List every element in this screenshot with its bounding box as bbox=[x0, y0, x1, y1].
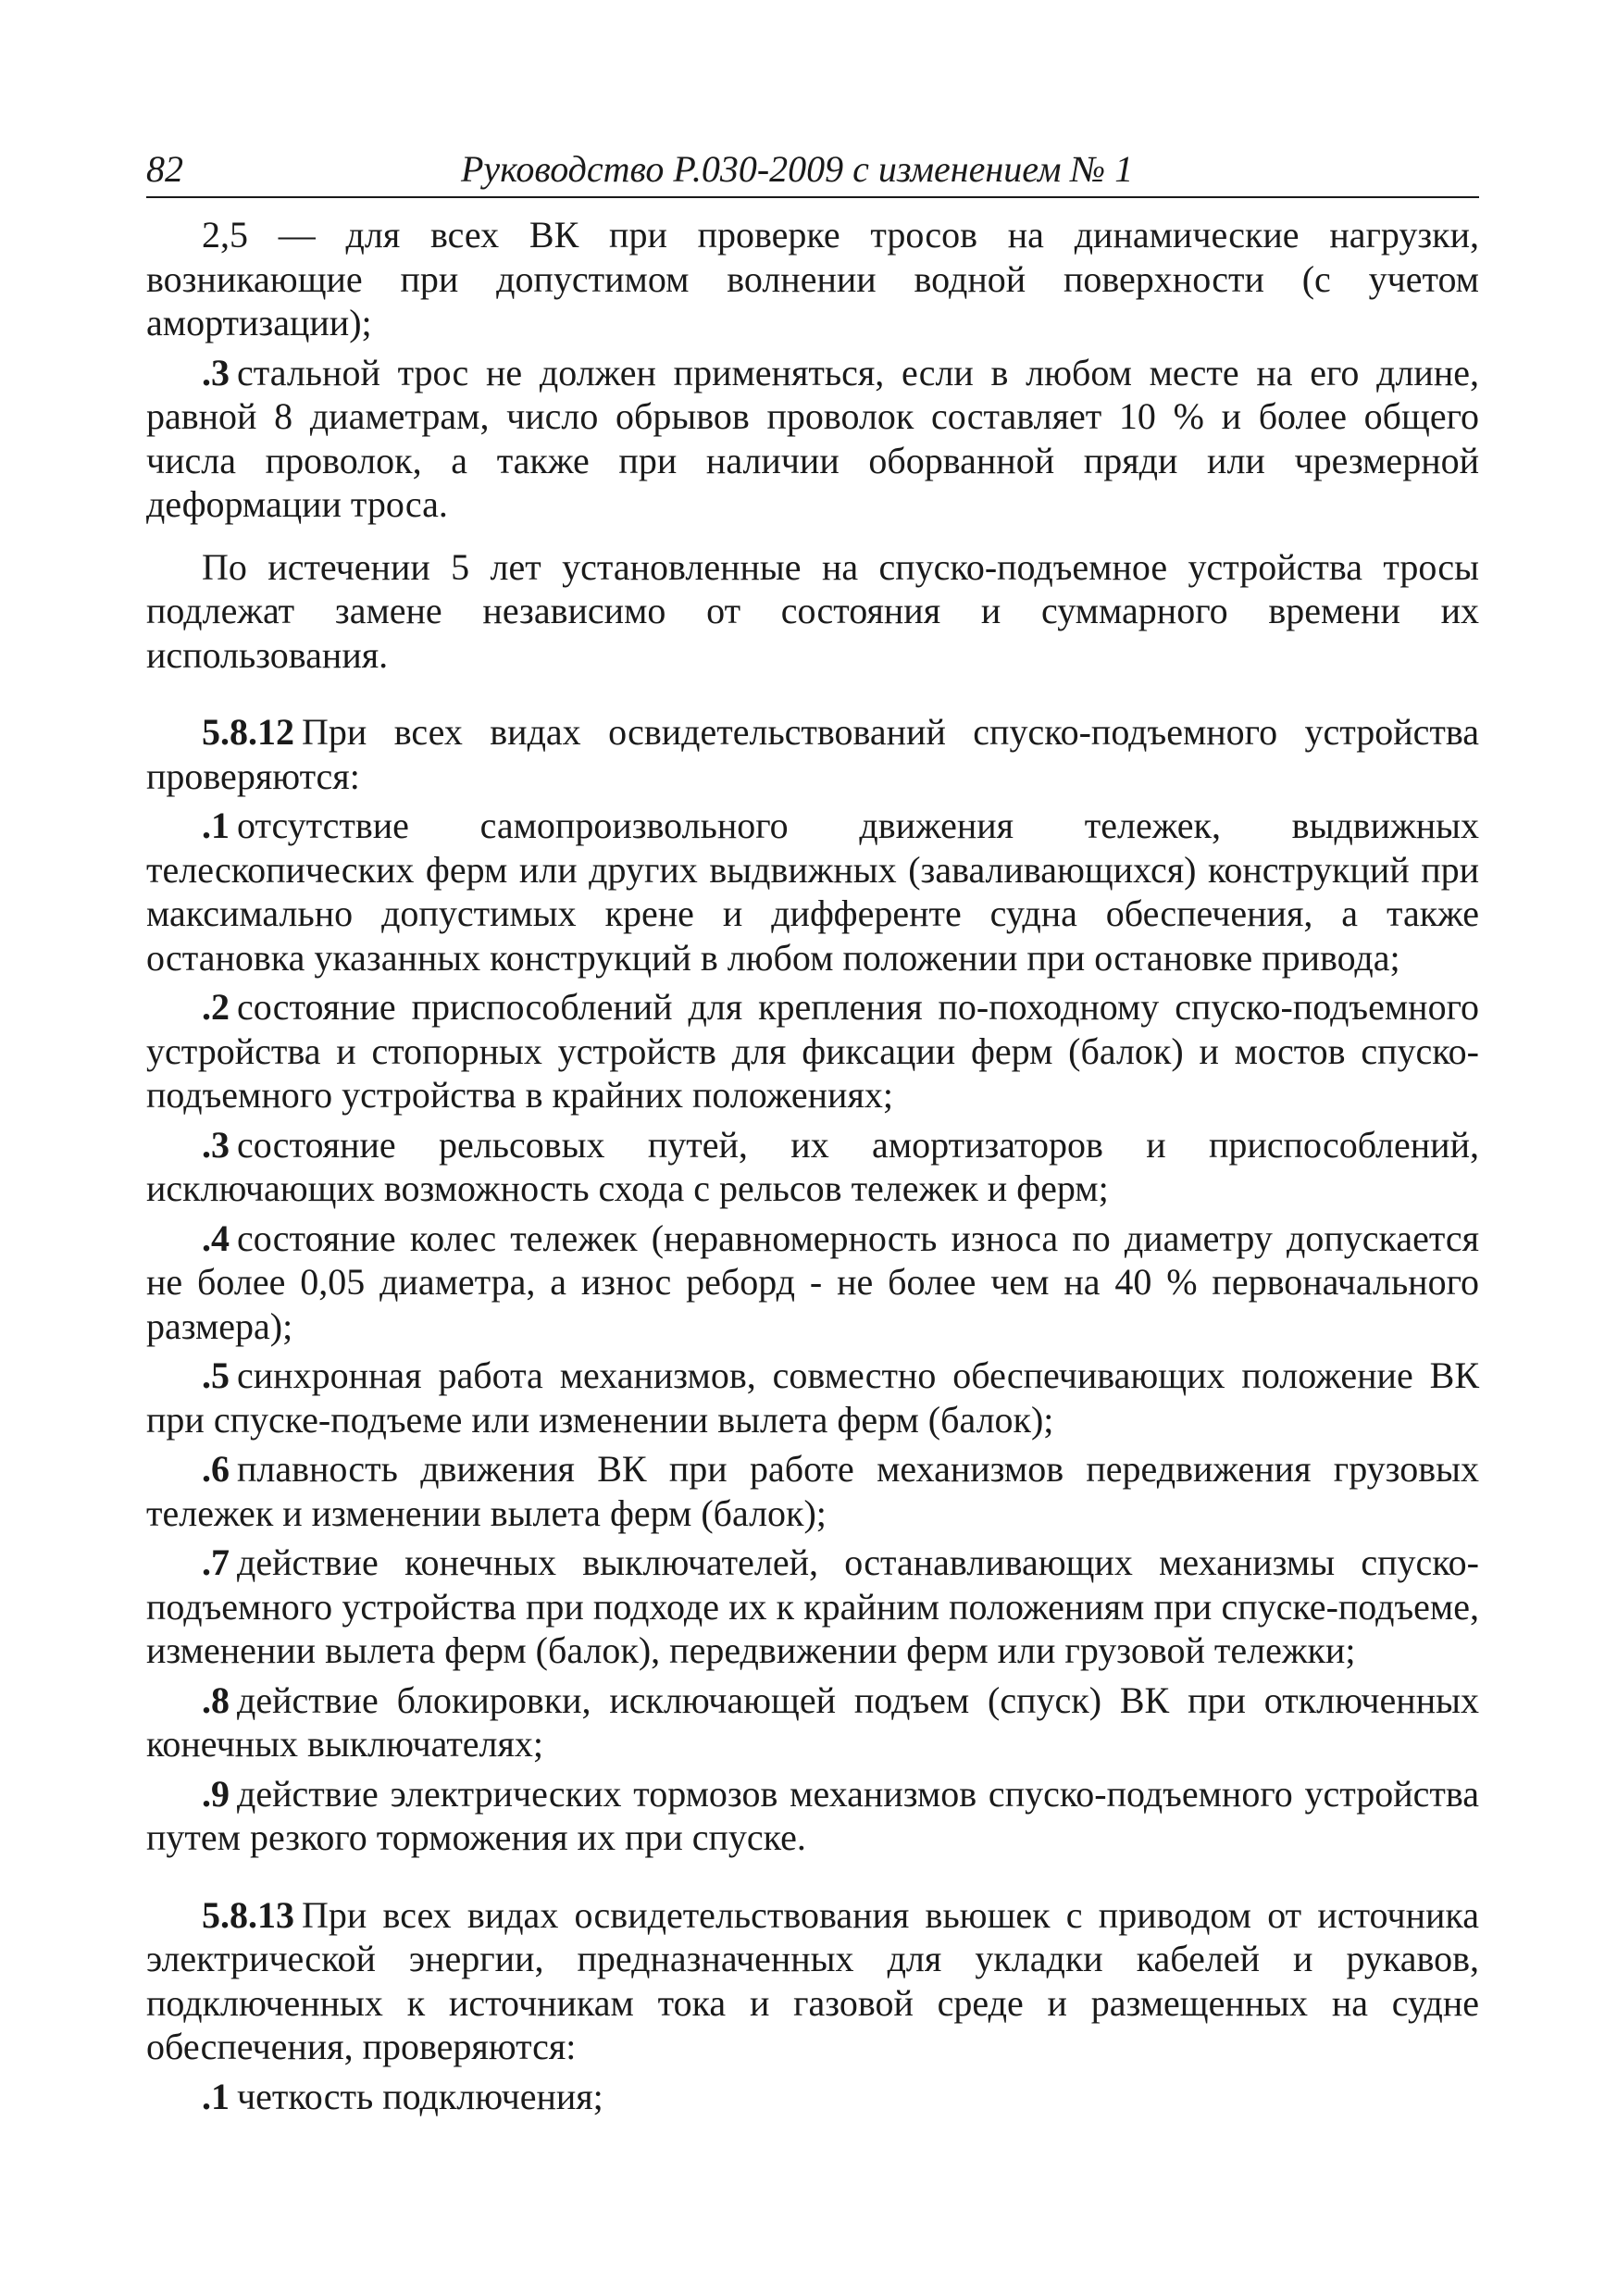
document-page bbox=[146, 148, 1479, 2118]
item-text: действие электрических тормозов механизмов спуско-подъемного устройства путем резкого торможения их при спуске. bbox=[146, 1772, 1479, 1858]
section-number: 5.8.12 bbox=[202, 711, 294, 753]
item-text: плавность движения ВК при работе механизмов передвижения грузовых тележек и изменении вылета ферм (балок); bbox=[146, 1448, 1479, 1534]
item-number: .6 bbox=[202, 1448, 230, 1490]
list-item bbox=[146, 985, 1479, 1117]
page-header bbox=[146, 148, 1479, 198]
paragraph-continuation: 2,5 — для всех ВК при проверке тросов на динамические нагрузки, возникающие при допустимом волнении водной поверхности (с учетом амортизации); bbox=[146, 214, 1479, 343]
section-number: 5.8.13 bbox=[202, 1893, 294, 1936]
item-text: действие конечных выключателей, останавливающих механизмы спуско-подъемного устройства при подходе их к крайним положениям при спуске-подъеме, изменении вылета ферм (балок), передвижении ферм или грузовой тележки; bbox=[146, 1541, 1479, 1671]
section-5-8-12 bbox=[146, 710, 1479, 798]
item-number: .1 bbox=[202, 805, 230, 846]
item-number: .4 bbox=[202, 1217, 230, 1259]
document-body bbox=[146, 213, 1479, 2118]
list-item bbox=[146, 1447, 1479, 1535]
item-number: .2 bbox=[202, 986, 230, 1028]
item-text: состояние рельсовых путей, их амортизаторов и приспособлений, исключающих возможность схода с рельсов тележек и ферм; bbox=[146, 1123, 1479, 1209]
item-number: .3 bbox=[202, 1123, 230, 1166]
list-item bbox=[146, 1772, 1479, 1860]
section-text: При всех видах освидетельствования вьюшек с приводом от источника электрической энергии, предназначенных для укладки кабелей и рукавов, подключенных к источникам тока и газовой среде и размещенных на судне обеспечения, проверяются: bbox=[146, 1893, 1479, 2067]
item-number: .8 bbox=[202, 1678, 230, 1721]
page-number: 82 bbox=[146, 148, 183, 190]
list-item bbox=[146, 1354, 1479, 1441]
list-item bbox=[146, 1678, 1479, 1766]
section-5-8-13 bbox=[146, 1893, 1479, 2069]
item-number: .3 bbox=[202, 351, 230, 393]
list-item bbox=[146, 1123, 1479, 1211]
item-text: действие блокировки, исключающей подъем (спуск) ВК при отключенных конечных выключателях; bbox=[146, 1678, 1479, 1765]
item-text: четкость подключения; bbox=[237, 2075, 603, 2117]
item-number: .1 bbox=[202, 2075, 230, 2117]
item-text: стальной трос не должен применяться, если в любом месте на его длине, равной 8 диаметрам, число обрывов проволок составляет 10 % и более общего числа проволок, а также при наличии оборванной пряди или чрезмерной деформации троса. bbox=[146, 351, 1479, 525]
list-item bbox=[146, 1217, 1479, 1349]
item-text: состояние приспособлений для крепления по-походному спуско-подъемного устройства и стопорных устройств для фиксации ферм (балок) и мостов спуско-подъемного устройства в крайних положениях; bbox=[146, 986, 1479, 1116]
list-item bbox=[146, 351, 1479, 527]
item-number: .5 bbox=[202, 1354, 230, 1396]
item-number: .7 bbox=[202, 1541, 230, 1583]
list-item bbox=[146, 2075, 1479, 2119]
paragraph: По истечении 5 лет установленные на спуско-подъемное устройства тросы подлежат замене независимо от состояния и суммарного времени их использования. bbox=[146, 545, 1479, 676]
item-text: отсутствие самопроизвольного движения тележек, выдвижных телескопических ферм или других выдвижных (заваливающихся) конструкций при максимально допустимых крене и дифференте судна обеспечения, а также остановка указанных конструкций в любом положении при остановке привода; bbox=[146, 805, 1479, 979]
item-text: состояние колес тележек (неравномерность износа по диаметру допускается не более 0,05 диаметра, а износ реборд - не более чем на 40 % первоначального размера); bbox=[146, 1217, 1479, 1347]
item-text: синхронная работа механизмов, совместно обеспечивающих положение ВК при спуске-подъеме или изменении вылета ферм (балок); bbox=[146, 1354, 1479, 1441]
running-title: Руководство Р.030-2009 с изменением № 1 bbox=[461, 148, 1134, 190]
section-text: При всех видах освидетельствований спуско-подъемного устройства проверяются: bbox=[146, 711, 1479, 797]
item-number: .9 bbox=[202, 1772, 230, 1815]
list-item bbox=[146, 1541, 1479, 1673]
list-item bbox=[146, 804, 1479, 980]
